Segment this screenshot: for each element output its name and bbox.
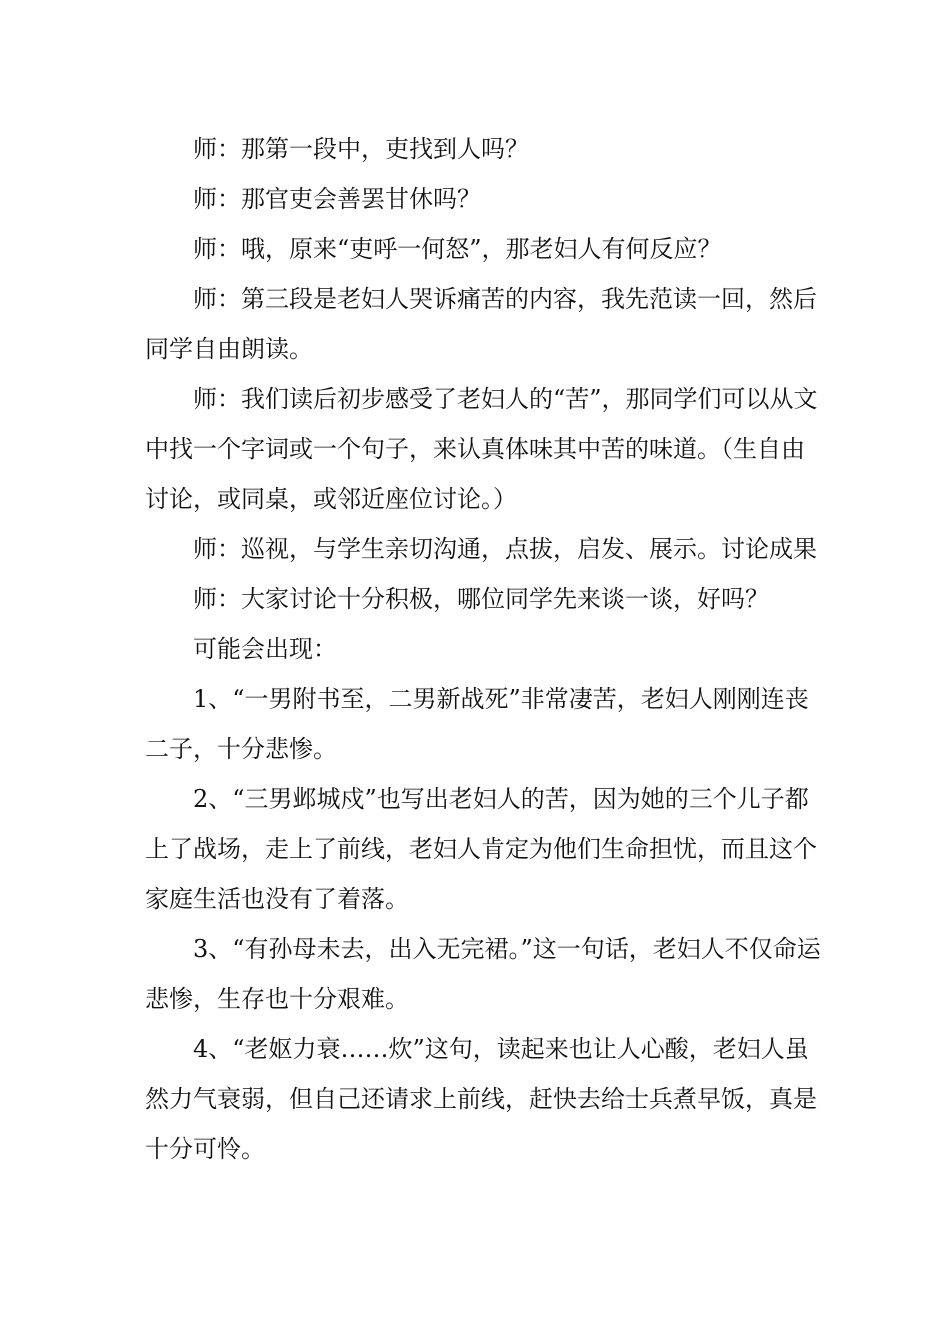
paragraph: 师：我们读后初步感受了老妇人的“苦”，那同学们可以从文中找一个字词或一个句子，来认真体味其中苦的味道。（生自由讨论，或同桌，或邻近座位讨论。）	[145, 385, 818, 513]
paragraph: 师：那官吏会善罢甘休吗？	[193, 185, 481, 213]
paragraph: 4、“老妪力衰……炊”这句，读起来也让人心酸，老妇人虽然力气衰弱，但自己还请求上前线，赶快去给士兵煮早饭，真是十分可怜。	[145, 1035, 817, 1163]
paragraph: 1、“一男附书至，二男新战死”非常凄苦，老妇人刚刚连丧二子，十分悲惨。	[145, 685, 809, 763]
paragraph: 师：巡视，与学生亲切沟通，点拔，启发、展示。讨论成果	[193, 535, 817, 563]
paragraph: 可能会出现：	[193, 635, 337, 663]
paragraph: 师：第三段是老妇人哭诉痛苦的内容，我先范读一回，然后同学自由朗读。	[145, 285, 817, 363]
paragraph: 师：大家讨论十分积极，哪位同学先来谈一谈，好吗？	[193, 585, 769, 613]
paragraph: 师：那第一段中，吏找到人吗？	[193, 135, 529, 163]
body-text	[145, 124, 825, 1174]
paragraph: 师：哦，原来“吏呼一何怒”，那老妇人有何反应？	[193, 235, 722, 263]
paragraph: 3、“有孙母未去，出入无完裙。”这一句话，老妇人不仅命运悲惨，生存也十分艰难。	[145, 935, 821, 1013]
paragraph: 2、“三男邺城戍”也写出老妇人的苦，因为她的三个儿子都上了战场，走上了前线，老妇人肯定为他们生命担忧，而且这个家庭生活也没有了着落。	[145, 785, 817, 913]
